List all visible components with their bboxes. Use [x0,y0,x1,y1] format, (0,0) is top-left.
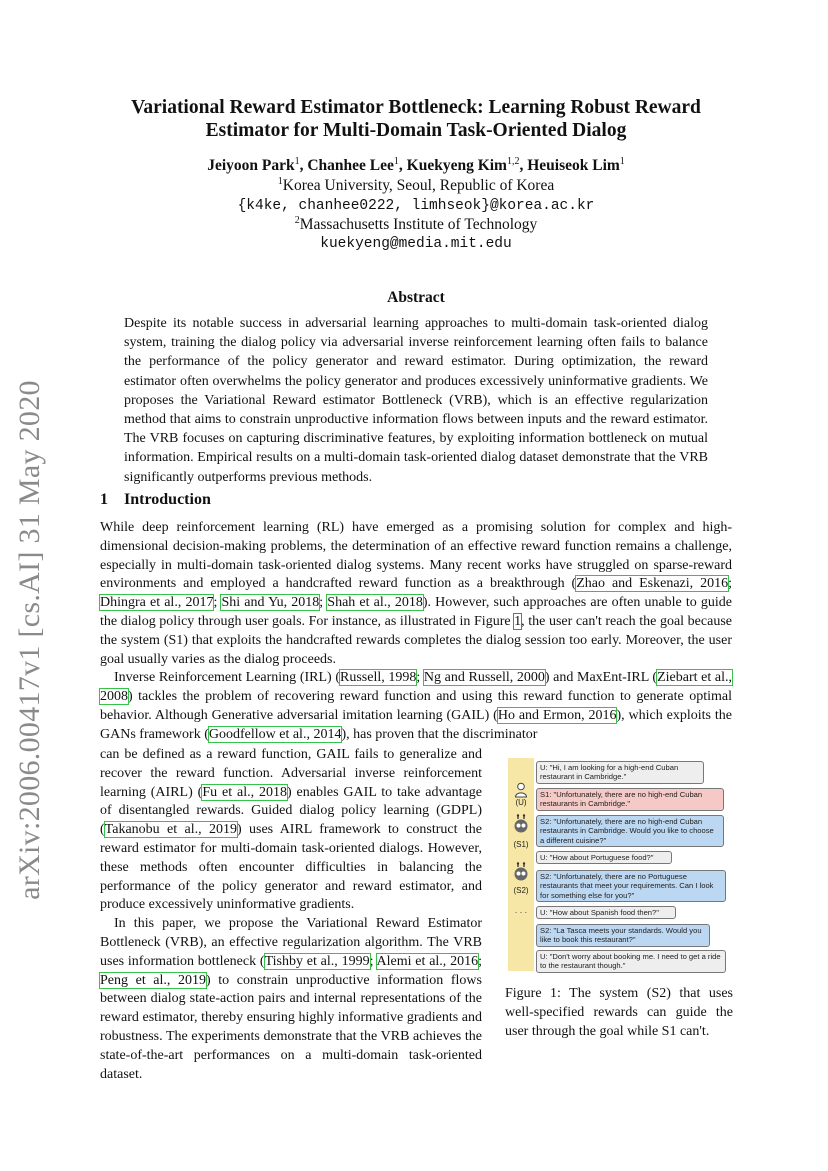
dialog-turn-s2: S2: "La Tasca meets your standards. Would you like to book this restaurant?" [536,924,710,947]
dialog-turn-user: U: "How about Portuguese food?" [536,851,672,864]
author-name: Chanhee Lee [307,157,394,174]
dialog-turn-user: U: "Hi, I am looking for a high-end Cuban restaurant in Cambridge." [536,761,704,784]
intro-paragraph [100,519,732,745]
citation-link[interactable]: Dhingra et al., 2017 [100,595,214,611]
figure-caption: Figure 1: The system (S2) that uses well-specified rewards can guide the user through the goal while S1 can't. [505,986,733,1039]
figure-ref-link[interactable]: 1 [514,613,522,629]
robot-icon [508,862,534,887]
affiliation-1: $^1$Korea University, Seoul, Republic of Korea [277,175,555,194]
user-label: (U) [515,798,527,807]
citation-link[interactable]: Zhao and Eskenazi, 2016 [576,576,729,592]
abstract-heading: Abstract [387,289,445,306]
citation-link[interactable]: Goodfellow et al., 2014 [208,726,342,742]
s2-label: (S2) [513,886,529,895]
citation-link[interactable]: Shi and Yu, 2018 [221,595,320,611]
citation-link[interactable]: Alemi et al., 2016 [376,953,479,969]
paper-title: Variational Reward Estimator Bottleneck: Learning Robust Reward Estimator for Multi-Domain Task-Oriented Dialog [131,97,701,141]
paragraph-3: can be defined as a reward function, GAIL fails to generalize and recover the reward function. Adversarial inverse reinforcement learning (AIRL) (Fu et al., 2018) enables GAIL to take advantage of disentangled rewards. Guided dialog policy learning (GDPL) (Takanobu et al., 2019) uses AIRL framework to construct the reward estimator for multi-domain task-oriented dialogs. However, these methods often encounter difficulties in balancing the performance of the policy generator and reward estimator, and produce excessively uninformative gradients. [100,747,482,913]
arxiv-stamp: arXiv:2006.00417v1 [cs.AI] 31 May 2020 [13,380,47,900]
dialog-turn-user: U: "Don't worry about booking me. I need to get a ride to the restaurant though." [536,950,726,973]
author-name: Jeiyoon Park [207,157,295,174]
paragraph-1: While deep reinforcement learning (RL) have emerged as a promising solution for complex and high-dimensional decision-making problems, the determination of an effective reward function remains a challenge, especially in multi-domain task-oriented dialog systems. Many recent works have struggled on sparse-reward environments and employed a handcrafted reward function as a breakthrough (Zhao and Eskenazi, 2016; Dhingra et al., 2017; Shi and Yu, 2018; Shah et al., 2018). However, such approaches are often unable to guide the dialog policy through user goals. For instance, as illustrated in Figure 1, the user can't reach the goal because the system (S1) that exploits the handcrafted rewards completes the dialog session too early. Moreover, the user goal usually varies as the dialog proceeds. [100,520,733,667]
citation-link[interactable]: Peng et al., 2019 [100,972,207,988]
email-list-1: {k4ke, chanhee0222, limhseok}@korea.ac.kr [237,198,595,214]
paragraph-2: Inverse Reinforcement Learning (IRL) (Russell, 1998; Ng and Russell, 2000) and MaxEnt-IRL (Ziebart et al., 2008) tackles the problem of recovering reward function and using this reward function to generate optimal behavior. Although Generative adversarial imitation learning (GAIL) (Ho and Ermon, 2016), which exploits the GANs framework (Goodfellow et al., 2014), has proven that the discriminator [100,670,733,742]
citation-link[interactable]: Shah et al., 2018 [327,595,423,611]
citation-link[interactable]: Takanobu et al., 2019 [104,822,237,838]
author-name: Heuiseok Lim [527,157,620,174]
dialog-turn-s1: S1: "Unfortunately, there are no high-end Cuban restaurants in Cambridge." [536,788,724,811]
author-list: Jeiyoon Park$^1$, Chanhee Lee$^1$, Kuekyeng Kim$^{1,2}$, Heuiseok Lim$^1$ [207,155,625,174]
abstract-text: Despite its notable success in adversarial learning approaches to multi-domain task-oriented dialog system, training the dialog policy via adversarial inverse reinforcement learning often fails to balance the performance of the policy generator and reward estimator. During optimization, the reward estimator often overwhelms the policy generator and produces excessively uninformative gradients. We proposes the Variational Reward estimator Bottleneck (VRB), which is an effective regularization method that aims to constrain unproductive information flows between inputs and the reward estimator. The VRB focuses on capturing discriminative features, by exploiting information bottleneck on mutual information. Empirical results on a multi-domain task-oriented dialog dataset demonstrate that the VRB significantly outperforms previous methods. [124,316,708,485]
citation-link[interactable]: Russell, 1998 [340,670,417,686]
section-heading: 1 Introduction [100,491,211,508]
dialog-turn-s2: S2: "Unfortunately, there are no Portuguese restaurants that meet your requirements. Can I look for something else for you?" [536,870,726,902]
dialog-turn-s2: S2: "Unfortunately, there are no high-end Cuban restaurants in Cambridge. Would you like to choose a different cuisine?" [536,815,724,847]
wrap-paragraph [100,746,482,1084]
citation-link[interactable]: Ng and Russell, 2000 [423,670,545,686]
dialog-turn-user: U: "How about Spanish food then?" [536,906,676,919]
affiliation-2: $^2$Massachusetts Institute of Technology [294,214,538,233]
s1-label: (S1) [513,840,529,849]
citation-link[interactable]: Ho and Ermon, 2016 [497,707,617,723]
paragraph-4: In this paper, we propose the Variational Reward Estimator Bottleneck (VRB), an effective regularization algorithm. The VRB uses information bottleneck (Tishby et al., 1999; Alemi et al., 2016; Peng et al., 2019) to constrain unproductive information flows between dialog state-action pairs and internal representations of the reward estimator, thereby ensuring highly informative gradients and robustness. The experiments demonstrate that the VRB achieves the state-of-the-art performances on a multi-domain task-oriented dataset. [100,916,482,1082]
figure-1 [505,758,735,973]
ellipsis-label: · · · [514,908,528,917]
citation-link[interactable]: Ziebart et al., 2008 [100,670,732,705]
citation-link[interactable]: Tishby et al., 1999 [264,953,370,969]
email-list-2: kuekyeng@media.mit.edu [320,236,512,252]
citation-link[interactable]: Fu et al., 2018 [202,784,287,800]
robot-icon [508,814,534,839]
author-name: Kuekyeng Kim [406,157,507,174]
